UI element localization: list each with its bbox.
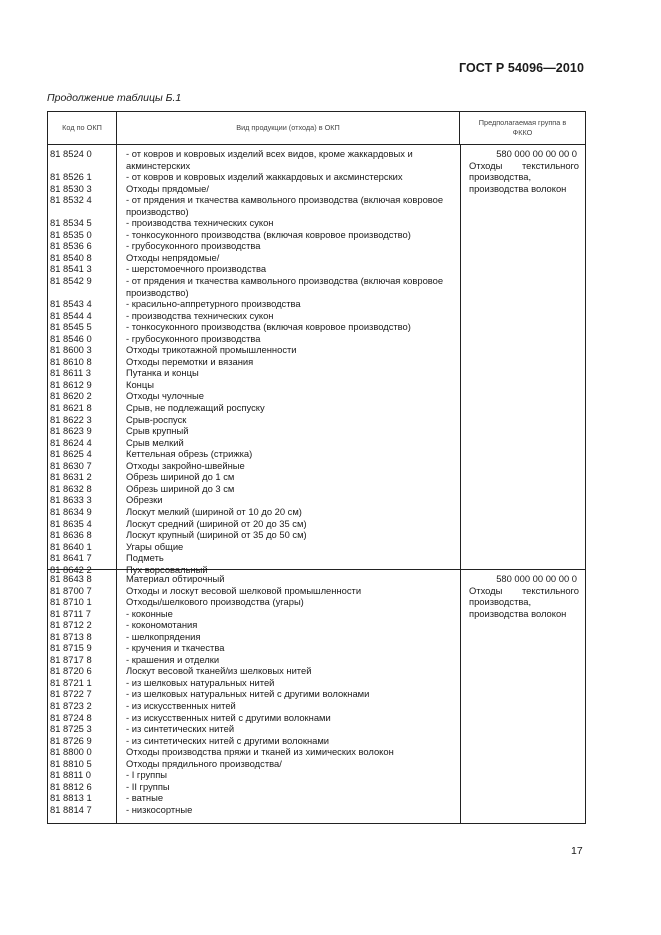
product-name: - из искусственных нитей с другими волокнами [126,711,331,723]
okp-code: 81 8642 2 [50,563,92,575]
product-name: Лоскут крупный (шириной от 35 до 50 см) [126,529,307,541]
code-column [48,145,116,575]
product-name: - грубосуконного производства [126,240,261,252]
okp-code: 81 8620 2 [50,390,92,402]
okp-code: 81 8717 8 [50,653,92,665]
standard-designation: ГОСТ Р 54096—2010 [458,61,584,75]
product-name: - коконные [126,607,173,619]
product-name: Отходы непрядомые/ [126,251,220,263]
product-name: - от ковров и ковровых изделий жаккардовых и аксминстерских [126,171,403,183]
product-name: Отходы чулочные [126,390,204,402]
product-name: Отходы прядомые/ [126,182,209,194]
okp-code: 81 8800 0 [50,746,92,758]
okp-code: 81 8535 0 [50,228,92,240]
product-name: - тонкосуконного производства (включая ковровое производство) [126,321,411,333]
product-name: - производства технических сукон [126,217,274,229]
product-name: - из шелковых натуральных нитей с другими волокнами [126,688,370,700]
product-name: Срыв мелкий [126,436,184,448]
fkko-group-code: 580 000 00 00 00 0 [496,573,577,584]
product-name: Отходы перемотки и вязания [126,355,254,367]
okp-code: 81 8610 8 [50,355,92,367]
okp-code: 81 8536 6 [50,240,92,252]
okp-code: 81 8621 8 [50,402,92,414]
product-name: - II группы [126,780,170,792]
product-name: - от прядения и ткачества камвольного производства (включая ковровое производство) [126,275,444,298]
okp-code: 81 8643 8 [50,573,92,584]
okp-code: 81 8632 8 [50,482,92,494]
okp-code: 81 8631 2 [50,471,92,483]
okp-code: 81 8712 2 [50,619,92,631]
column-header-name: Вид продукции (отхода) в ОКП [116,112,459,144]
okp-code: 81 8811 0 [50,769,92,781]
product-name: - ватные [126,792,164,804]
okp-code: 81 8530 3 [50,182,92,194]
okp-code: 81 8814 7 [50,803,92,815]
fkko-group-text: Отходы текстильного производства, производства волокон [469,584,579,619]
product-name: Отходы трикотажной промышленности [126,344,297,356]
okp-code: 81 8543 4 [50,298,92,310]
product-name: Срыв крупный [126,425,189,437]
okp-code: 81 8623 9 [50,425,92,437]
table-section-1 [48,145,585,575]
product-name: Подметь [126,552,164,564]
product-name: - низкосортные [126,803,193,815]
okp-code: 81 8813 1 [50,792,92,804]
product-name: Отходы/шелкового производства (угары) [126,596,304,608]
okp-code: 81 8600 3 [50,344,92,356]
okp-code: 81 8540 8 [50,251,92,263]
product-name: Обрезь шириной до 3 см [126,482,235,494]
product-name: Срыв, не подлежащий роспуску [126,402,265,414]
product-name: - от ковров и ковровых изделий всех видов, кроме жаккардовых и акминстерских [126,148,413,171]
okp-code: 81 8810 5 [50,757,92,769]
product-name: Пух ворсовальный [126,563,208,575]
fkko-group-text: Отходы текстильного производства, производства волокон [469,159,579,194]
code-column [48,570,116,823]
okp-code: 81 8544 4 [50,309,92,321]
product-name: - I группы [126,769,168,781]
product-name: - от прядения и ткачества камвольного производства (включая ковровое производство) [126,194,444,217]
product-name: - из синтетических нитей [126,723,235,735]
product-name: - из искусственных нитей [126,700,236,712]
okp-code: 81 8611 3 [50,367,92,379]
product-name: Лоскут весовой тканей/из шелковых нитей [126,665,312,677]
product-name: - из шелковых натуральных нитей [126,676,275,688]
okp-code: 81 8542 9 [50,275,92,287]
product-name: - производства технических сукон [126,309,274,321]
okp-code: 81 8526 1 [50,171,92,183]
okp-code: 81 8634 9 [50,505,92,517]
okp-code: 81 8725 3 [50,723,92,735]
product-name: - из синтетических нитей с другими волокнами [126,734,330,746]
product-name: Кеттельная обрезь (стрижка) [126,448,253,460]
okp-code: 81 8624 4 [50,436,92,448]
okp-code: 81 8700 7 [50,584,92,596]
okp-code: 81 8545 5 [50,321,92,333]
okp-code: 81 8635 4 [50,517,92,529]
product-name: - красильно-аппретурного производства [126,298,301,310]
okp-code: 81 8720 6 [50,665,92,677]
okp-code: 81 8612 9 [50,378,92,390]
fkko-group-code: 580 000 00 00 00 0 [496,148,577,159]
product-name: Концы [126,378,154,390]
name-column [116,145,460,575]
okp-code: 81 8715 9 [50,642,92,654]
column-header-group: Предполагаемая группа в ФККО [459,112,585,144]
okp-code: 81 8534 5 [50,217,92,229]
product-name: Отходы закройно-швейные [126,459,245,471]
okp-table [47,111,586,824]
okp-code: 81 8713 8 [50,630,92,642]
table-section-2 [48,569,585,823]
product-name: Отходы и лоскут весовой шелковой промышленности [126,584,362,596]
product-name: - шелкопрядения [126,630,201,642]
product-name: - крашения и отделки [126,653,220,665]
okp-code: 81 8524 0 [50,148,92,159]
page-number: 17 [571,845,583,857]
okp-code: 81 8541 3 [50,263,92,275]
name-column [116,570,460,823]
product-name: - тонкосуконного производства (включая ковровое производство) [126,228,411,240]
okp-code: 81 8812 6 [50,780,92,792]
okp-code: 81 8633 3 [50,494,92,506]
okp-code: 81 8723 2 [50,700,92,712]
product-name: Отходы прядильного производства/ [126,757,282,769]
okp-code: 81 8622 3 [50,413,92,425]
product-name: Путанка и концы [126,367,199,379]
okp-code: 81 8630 7 [50,459,92,471]
okp-code: 81 8726 9 [50,734,92,746]
okp-code: 81 8636 8 [50,529,92,541]
product-name: Обрезь шириной до 1 см [126,471,235,483]
group-cell [460,145,585,569]
group-cell [460,570,585,823]
product-name: - шерстомоечного производства [126,263,267,275]
product-name: Отходы производства пряжи и тканей из химических волокон [126,746,394,758]
okp-code: 81 8532 4 [50,194,92,206]
okp-code: 81 8711 7 [50,607,92,619]
table-caption: Продолжение таблицы Б.1 [47,92,182,104]
okp-code: 81 8721 1 [50,676,92,688]
product-name: Лоскут средний (шириной от 20 до 35 см) [126,517,307,529]
product-name: Обрезки [126,494,163,506]
product-name: Угары общие [126,540,184,552]
product-name: - кокономотания [126,619,198,631]
okp-code: 81 8640 1 [50,540,92,552]
product-name: Лоскут мелкий (шириной от 10 до 20 см) [126,505,302,517]
okp-code: 81 8722 7 [50,688,92,700]
column-header-code: Код по ОКП [62,123,102,132]
okp-code: 81 8710 1 [50,596,92,608]
product-name: - грубосуконного производства [126,332,261,344]
product-name: Срыв-роспуск [126,413,187,425]
table-header [48,112,585,145]
okp-code: 81 8546 0 [50,332,92,344]
okp-code: 81 8724 8 [50,711,92,723]
okp-code: 81 8641 7 [50,552,92,564]
product-name: Материал обтирочный [126,573,225,584]
product-name: - кручения и ткачества [126,642,225,654]
okp-code: 81 8625 4 [50,448,92,460]
